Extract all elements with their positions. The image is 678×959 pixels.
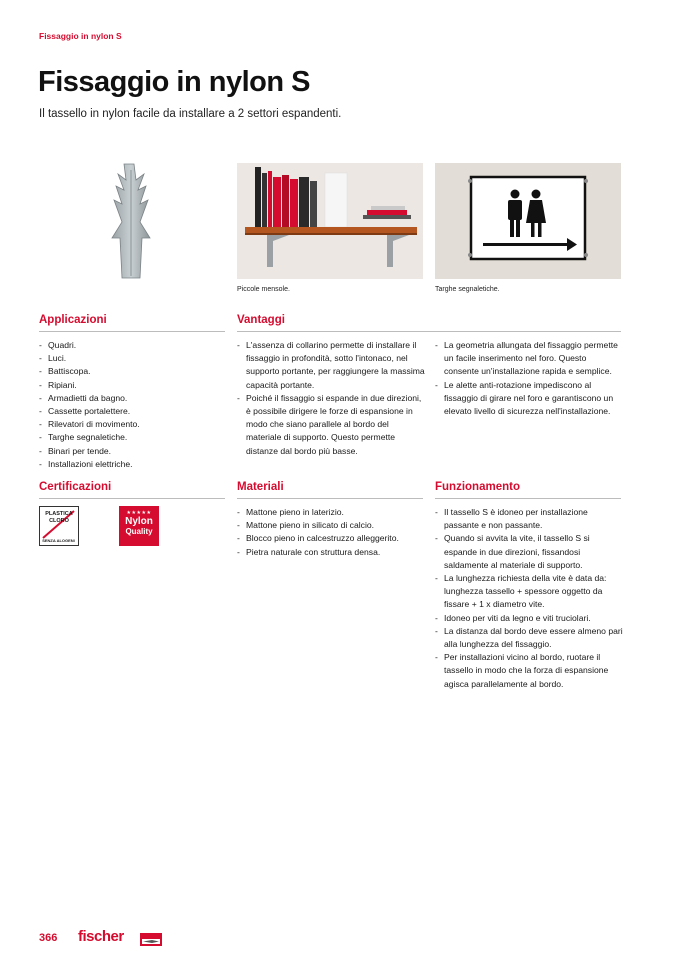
funzionamento-heading: Funzionamento xyxy=(435,481,520,493)
list-item: - Armadietti da bagno. xyxy=(39,392,225,405)
list-item: - L'assenza di collarino permette di installare il fissaggio in profondità, sotto l'intonaco, nel supporto portante, per raggiungere la massima capacità portante. xyxy=(237,339,425,392)
sign-caption: Targhe segnaletiche. xyxy=(435,286,500,293)
list-item: - Targhe segnaletiche. xyxy=(39,431,225,444)
breadcrumb: Fissaggio in nylon S xyxy=(39,31,122,41)
certificazioni-heading: Certificazioni xyxy=(39,481,112,493)
page-title: Fissaggio in nylon S xyxy=(38,66,310,98)
brand-logo: fischer xyxy=(78,928,124,945)
list-item: - Quando si avvita la vite, il tassello S si espande in due direzioni, fissandosi saldamente al materiale di supporto. xyxy=(435,532,623,572)
list-item: - La lunghezza richiesta della vite è data da: lunghezza tassello + spessore oggetto da fissare + 1 x diametro vite. xyxy=(435,572,623,612)
badge-text: PLASTICA xyxy=(45,511,73,517)
list-item: - La geometria allungata del fissaggio permette un facile inserimento nel foro. Questo consente un'installazione rapida e semplice. xyxy=(435,339,621,379)
applicazioni-heading: Applicazioni xyxy=(39,314,107,326)
vantaggi-list-2 xyxy=(435,339,621,418)
list-item: - Il tassello S è idoneo per installazione passante e non passante. xyxy=(435,506,623,532)
divider xyxy=(237,498,423,499)
nylon-anchor-icon xyxy=(100,160,162,280)
list-item: - Installazioni elettriche. xyxy=(39,458,225,471)
list-item: - Per installazioni vicino al bordo, ruotare il tassello in modo che la forza di espansione agisca parallelamente al bordo. xyxy=(435,651,623,691)
list-item: - Quadri. xyxy=(39,339,225,352)
list-item: - Blocco pieno in calcestruzzo alleggerito. xyxy=(237,532,425,545)
brand-mark-icon xyxy=(140,933,162,942)
list-item: - Pietra naturale con struttura densa. xyxy=(237,546,425,559)
vantaggi-list-1 xyxy=(237,339,425,458)
list-item: - Rilevatori di movimento. xyxy=(39,418,225,431)
page-subtitle: Il tassello in nylon facile da installare a 2 settori espandenti. xyxy=(39,108,342,120)
list-item: - Binari per tende. xyxy=(39,445,225,458)
materiali-list xyxy=(237,506,425,559)
list-item: - Mattone pieno in silicato di calcio. xyxy=(237,519,425,532)
badge-text: CLORO xyxy=(49,518,69,524)
divider xyxy=(39,498,225,499)
shelf-photo xyxy=(237,163,423,279)
divider xyxy=(435,498,621,499)
vantaggi-heading: Vantaggi xyxy=(237,314,285,326)
funzionamento-list xyxy=(435,506,623,691)
list-item: - Luci. xyxy=(39,352,225,365)
list-item: - Mattone pieno in laterizio. xyxy=(237,506,425,519)
sign-photo xyxy=(435,163,621,279)
list-item: - Cassette portalettere. xyxy=(39,405,225,418)
badge-text: Nylon xyxy=(125,516,153,527)
list-item: - Le alette anti-rotazione impediscono al fissaggio di girare nel foro e garantiscono un elevato livello di sicurezza nell'installazione. xyxy=(435,379,621,419)
page-number: 366 xyxy=(39,932,58,944)
materiali-heading: Materiali xyxy=(237,481,284,493)
applicazioni-list xyxy=(39,339,225,471)
list-item: - Idoneo per viti da legno e viti truciolari. xyxy=(435,612,623,625)
list-item: - La distanza dal bordo deve essere almeno pari alla lunghezza del fissaggio. xyxy=(435,625,623,651)
nylon-quality-badge xyxy=(119,506,159,546)
shelf-caption: Piccole mensole. xyxy=(237,286,290,293)
badge-text: Quality xyxy=(125,527,153,536)
list-item: - Ripiani. xyxy=(39,379,225,392)
badge-text: SENZA ALOGENI xyxy=(42,538,75,543)
halogen-free-badge xyxy=(39,506,79,546)
divider xyxy=(237,331,621,332)
list-item: - Poiché il fissaggio si espande in due direzioni, è possibile dirigere le forze di espansione in modo che siano parallele al bordo del materiale di supporto. Questo permette distanze dal bordo più basse. xyxy=(237,392,425,458)
stars-icon: ★★★★★ xyxy=(126,510,152,516)
list-item: - Battiscopa. xyxy=(39,365,225,378)
divider xyxy=(39,331,225,332)
